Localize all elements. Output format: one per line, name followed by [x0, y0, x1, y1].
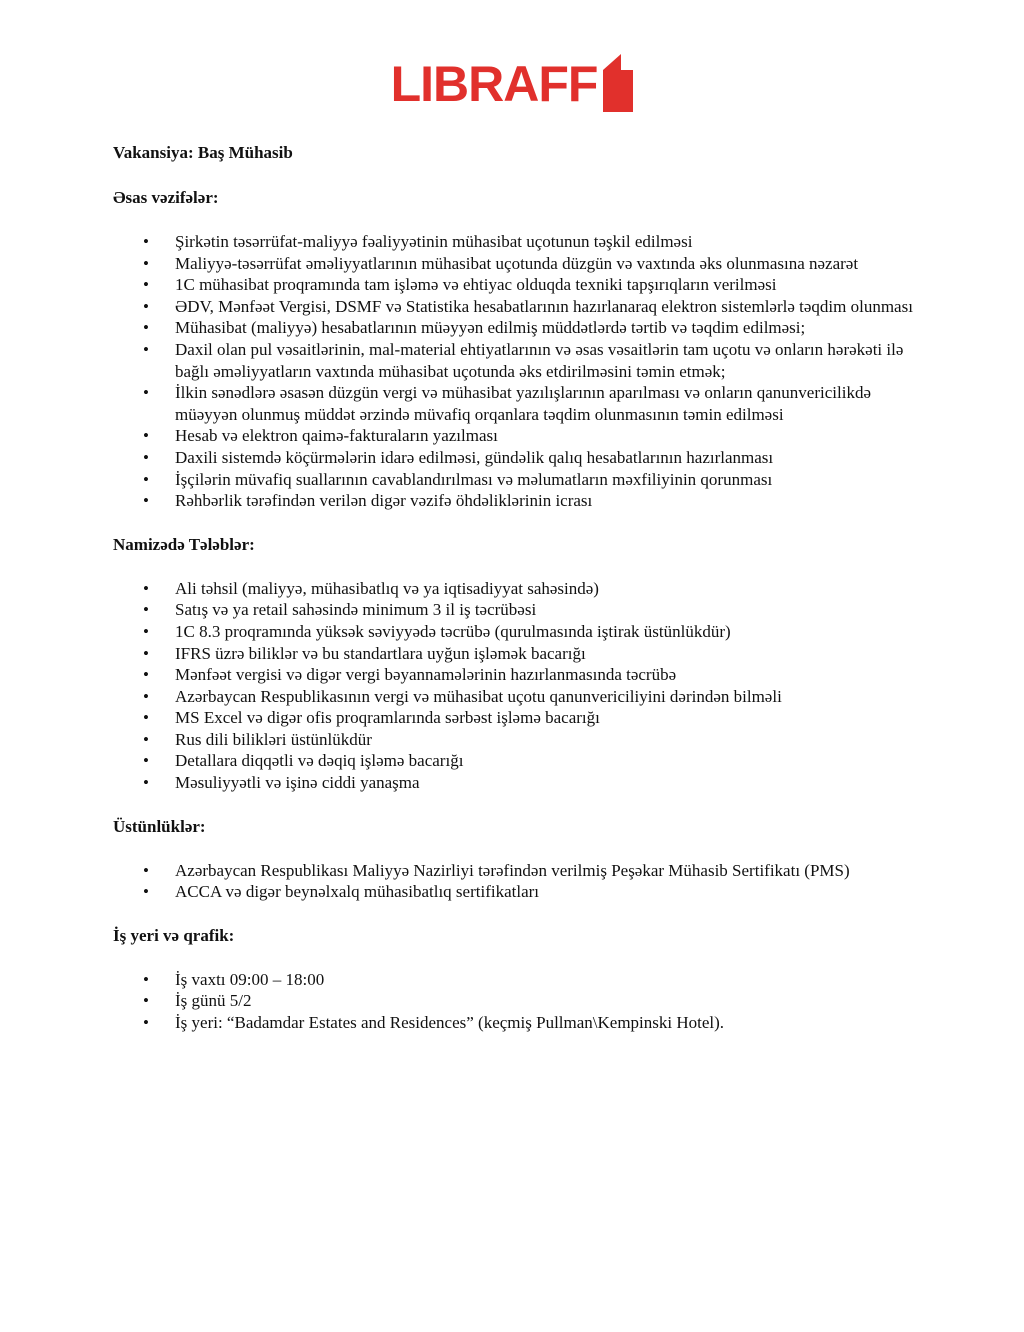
list-item: • IFRS üzrə biliklər və bu standartlara uyğun işləmək bacarığı: [113, 643, 923, 665]
advantages-list: [113, 860, 933, 903]
libraff-logo: [391, 52, 634, 116]
section-heading-duties: Əsas vəzifələr:: [113, 188, 219, 207]
schedule-list: [113, 969, 933, 1034]
list-item: • Hesab və elektron qaimə-fakturaların yazılması: [113, 425, 923, 447]
list-item: • Daxili sistemdə köçürmələrin idarə edilməsi, gündəlik qalıq hesabatlarının hazırlanması: [113, 447, 923, 469]
list-item: • Məsuliyyətli və işinə ciddi yanaşma: [113, 772, 923, 794]
building-icon: [603, 54, 633, 112]
list-item: • Mənfəət vergisi və digər vergi bəyannamələrinin hazırlanmasında təcrübə: [113, 664, 923, 686]
list-item: • Satış və ya retail sahəsində minimum 3 il iş təcrübəsi: [113, 599, 923, 621]
section-heading-advantages: Üstünlüklər:: [113, 816, 206, 836]
list-item: • Daxil olan pul vəsaitlərinin, mal-material ehtiyatlarının və əsas vəsaitlərin tam uçotu və onların hərəkəti ilə bağlı əməliyyatların vaxtında mühasibat uçotunda əks etdirilməsini təmin etmək;: [113, 339, 923, 382]
list-item: • Azərbaycan Respublikası Maliyyə Nazirliyi tərəfindən verilmiş Peşəkar Mühasib Sertifikatı (PMS): [113, 860, 923, 882]
list-item: • ACCA və digər beynəlxalq mühasibatlıq sertifikatları: [113, 881, 923, 903]
list-item: • İş günü 5/2: [113, 990, 923, 1012]
list-item: • MS Excel və digər ofis proqramlarında sərbəst işləmə bacarığı: [113, 707, 923, 729]
section-heading-requirements: Namizədə Tələblər:: [113, 534, 255, 554]
list-item: • İş yeri: “Badamdar Estates and Residences” (keçmiş Pullman\Kempinski Hotel).: [113, 1012, 923, 1034]
requirements-list: [113, 578, 933, 794]
section-heading-schedule: İş yeri və qrafik:: [113, 925, 235, 945]
list-item: • Azərbaycan Respublikasının vergi və mühasibat uçotu qanunvericiliyini dərindən bilməli: [113, 686, 923, 708]
list-item: • Maliyyə-təsərrüfat əməliyyatlarının mühasibat uçotunda düzgün və vaxtında əks olunmasına nəzarət: [113, 253, 923, 275]
list-item: • Ali təhsil (maliyyə, mühasibatlıq və ya iqtisadiyyat sahəsində): [113, 578, 923, 600]
logo-text: LIBRAFF: [390, 56, 598, 112]
list-item: • Şirkətin təsərrüfat-maliyyə fəaliyyətinin mühasibat uçotunun təşkil edilməsi: [113, 231, 923, 253]
list-item: • İlkin sənədlərə əsasən düzgün vergi və mühasibat yazılışlarının aparılması və onların qanunvericilikdə müəyyən olunmuş müddət ərzində müvafiq orqanlara təqdim olunmasının təmin edilməsi: [113, 382, 923, 425]
list-item: • Mühasibat (maliyyə) hesabatlarının müəyyən edilmiş müddətlərdə tərtib və təqdim edilməsi;: [113, 317, 923, 339]
page-title: Vakansiya: Baş Mühasib: [113, 143, 293, 162]
list-item: • Rəhbərlik tərəfindən verilən digər vəzifə öhdəliklərinin icrası: [113, 490, 923, 512]
duties-list: [113, 231, 933, 512]
list-item: • İşçilərin müvafiq suallarının cavablandırılması və məlumatların məxfiliyinin qorunması: [113, 469, 923, 491]
list-item: • ƏDV, Mənfəət Vergisi, DSMF və Statistika hesabatlarının hazırlanaraq elektron sistemlərlə təqdim olunması: [113, 296, 923, 318]
document-body: [113, 141, 933, 1034]
list-item: • Rus dili bilikləri üstünlükdür: [113, 729, 923, 751]
list-item: • 1C mühasibat proqramında tam işləmə və ehtiyac olduqda texniki tapşırıqların verilməsi: [113, 274, 923, 296]
header: [0, 52, 1024, 116]
list-item: • Detallara diqqətli və dəqiq işləmə bacarığı: [113, 750, 923, 772]
list-item: • 1C 8.3 proqramında yüksək səviyyədə təcrübə (qurulmasında iştirak üstünlükdür): [113, 621, 923, 643]
list-item: • İş vaxtı 09:00 – 18:00: [113, 969, 923, 991]
